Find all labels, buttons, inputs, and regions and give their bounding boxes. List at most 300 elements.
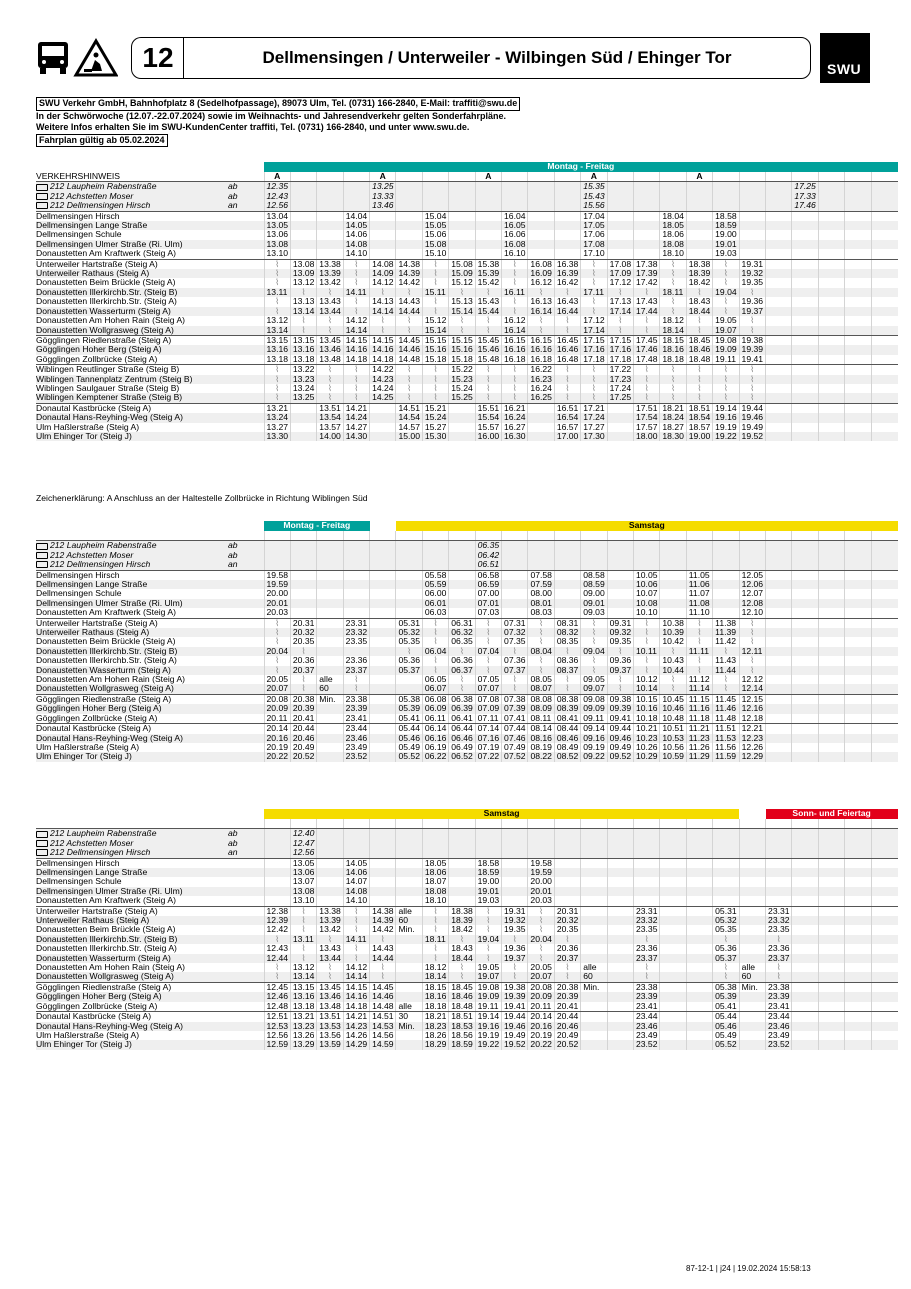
departure-time: 10.43 (660, 656, 686, 665)
departure-time: 14.06 (343, 868, 369, 877)
departure-time: 18.08 (660, 240, 686, 249)
day-type-header: Samstag (396, 521, 898, 531)
departure-time: 19.59 (264, 580, 290, 589)
skip-marker: ⌇ (739, 628, 765, 637)
departure-time: 23.31 (633, 906, 659, 916)
skip-marker: ⌇ (554, 316, 580, 325)
stop-name: Donaustetten Illerkirchb.Str. (Steig B) (36, 288, 226, 297)
departure-time: 06.49 (449, 743, 475, 752)
departure-time: 13.05 (290, 858, 316, 868)
skip-marker: ⌇ (634, 656, 660, 665)
skip-marker: ⌇ (502, 384, 528, 393)
departure-time: 14.59 (370, 1040, 396, 1049)
departure-time: 10.12 (634, 675, 660, 684)
day-type-header: Montag - Freitag (264, 521, 370, 531)
skip-marker: ⌇ (475, 906, 501, 916)
traffic-hint-label (36, 819, 226, 829)
skip-marker: ⌇ (422, 916, 448, 925)
departure-time: 12.44 (264, 954, 290, 963)
departure-time: 14.56 (370, 1031, 396, 1040)
skip-marker: ⌇ (502, 963, 528, 972)
header-icons (36, 38, 118, 78)
departure-time: 16.57 (554, 423, 580, 432)
departure-time: 17.48 (633, 355, 659, 365)
departure-time: 18.12 (422, 963, 448, 972)
departure-time: 18.21 (422, 1012, 448, 1022)
skip-marker: ⌇ (581, 365, 607, 375)
departure-time: 05.52 (713, 1040, 740, 1049)
departure-time: 11.08 (686, 599, 712, 608)
departure-time: 14.24 (343, 413, 369, 422)
departure-time: 10.42 (660, 637, 686, 646)
departure-time: 13.51 (317, 1012, 343, 1022)
departure-time: 18.53 (449, 1022, 475, 1031)
departure-time: 11.59 (713, 752, 739, 761)
departure-time: 13.29 (290, 1040, 316, 1049)
departure-time: 23.39 (343, 704, 369, 713)
departure-time: 14.11 (343, 288, 369, 297)
departure-time: 09.00 (581, 589, 607, 598)
departure-time: 19.49 (502, 1031, 528, 1040)
stop-name: Gögglingen Riedlenstraße (Steig A) (36, 335, 172, 345)
departure-time: 19.46 (739, 413, 765, 422)
departure-time: 16.27 (502, 423, 528, 432)
departure-time: 19.19 (475, 1031, 501, 1040)
skip-marker: ⌇ (502, 972, 528, 982)
stop-name: Donaustetten Wollgrasweg (Steig A) (36, 326, 226, 336)
departure-time: 23.41 (766, 1002, 792, 1012)
departure-time: 13.06 (290, 868, 316, 877)
departure-time: 14.21 (343, 403, 369, 413)
skip-marker: ⌇ (686, 365, 712, 375)
departure-time: 13.14 (290, 972, 316, 982)
departure-time: 05.49 (713, 1031, 740, 1040)
departure-time: 10.26 (634, 743, 660, 752)
departure-time: 06.16 (422, 734, 448, 743)
departure-time: 17.23 (607, 375, 633, 384)
departure-time: 17.12 (581, 316, 607, 325)
departure-time: 14.07 (343, 877, 369, 886)
stop-name: Ulm Ehinger Tor (Steig J) (36, 1040, 226, 1049)
departure-time: 15.15 (422, 335, 448, 345)
skip-marker: ⌇ (475, 628, 501, 637)
departure-time: 13.16 (290, 345, 316, 354)
departure-time: 11.10 (686, 608, 712, 618)
departure-time: 23.46 (766, 1022, 792, 1031)
departure-time: alle (739, 963, 765, 972)
special-schedule-note: In der Schwörwoche (12.07.-22.07.2024) sowie im Weihnachts- und Jahresendverkehr gelten Sonderfahrplänе. (36, 110, 506, 121)
departure-time: 07.14 (475, 724, 501, 734)
stop-name: Dellmensingen Schule (36, 589, 122, 599)
stop-name: Ulm Ehinger Tor (Steig J) (36, 752, 226, 761)
departure-time: 14.12 (343, 963, 369, 972)
departure-time: 12.18 (739, 714, 765, 724)
departure-time: 14.15 (343, 982, 369, 992)
skip-marker: ⌇ (370, 935, 396, 944)
departure-time: 23.31 (343, 618, 369, 628)
skip-marker: ⌇ (290, 906, 316, 916)
departure-time: 13.08 (264, 240, 290, 249)
departure-time: 20.35 (554, 925, 580, 934)
skip-marker: ⌇ (686, 288, 712, 297)
skip-marker: ⌇ (713, 365, 739, 375)
departure-time: 13.18 (290, 355, 316, 365)
skip-marker: ⌇ (370, 972, 396, 982)
departure-time: 05.35 (396, 637, 422, 646)
departure-time: 18.44 (686, 307, 712, 316)
departure-time: 08.16 (528, 734, 554, 743)
departure-time: 08.22 (528, 752, 554, 761)
departure-time: 08.41 (554, 714, 580, 724)
departure-time: 18.48 (686, 355, 712, 365)
skip-marker: ⌇ (264, 618, 290, 628)
departure-time: 14.21 (343, 1012, 369, 1022)
skip-marker: ⌇ (422, 269, 448, 278)
departure-time: 07.01 (475, 599, 501, 608)
departure-time: 06.31 (449, 618, 475, 628)
skip-marker: ⌇ (317, 935, 343, 944)
departure-time: 08.03 (528, 608, 554, 618)
skip-marker: ⌇ (475, 666, 501, 675)
departure-time: 13.45 (317, 982, 343, 992)
departure-time: 14.15 (370, 335, 396, 345)
skip-marker: ⌇ (554, 963, 580, 972)
departure-time: 16.15 (502, 335, 528, 345)
departure-time: 14.10 (343, 896, 369, 906)
stop-name: Donautal Kastbrücke (Steig A) (36, 403, 152, 413)
departure-time: 18.10 (422, 896, 448, 906)
skip-marker: ⌇ (475, 656, 501, 665)
departure-time: 13.54 (317, 413, 343, 422)
departure-time: 11.23 (686, 734, 712, 743)
departure-time: 18.15 (660, 335, 686, 345)
departure-time: 10.21 (634, 724, 660, 734)
departure-time: 12.14 (739, 684, 765, 694)
departure-time: 15.30 (422, 432, 448, 441)
departure-time: 11.39 (713, 628, 739, 637)
departure-time: Min. (396, 925, 422, 934)
departure-time: 08.14 (528, 724, 554, 734)
departure-time: 14.30 (343, 432, 369, 441)
departure-time: 18.51 (449, 1012, 475, 1022)
departure-time: 60 (739, 972, 765, 982)
departure-time: 05.44 (713, 1012, 740, 1022)
departure-time: 23.38 (633, 982, 659, 992)
departure-time: 07.37 (502, 666, 528, 675)
departure-time: 23.41 (343, 714, 369, 724)
departure-time: 18.18 (422, 1002, 448, 1012)
skip-marker: ⌇ (264, 628, 290, 637)
departure-time: 16.12 (528, 278, 554, 287)
skip-marker: ⌇ (581, 307, 607, 316)
departure-time: 23.36 (633, 944, 659, 953)
departure-time: 23.35 (633, 925, 659, 934)
skip-marker: ⌇ (343, 307, 369, 316)
departure-time: 12.05 (739, 570, 765, 580)
departure-time: 20.39 (554, 992, 580, 1001)
departure-time: 09.08 (581, 694, 607, 704)
stop-name: Donaustetten Wasserturm (Steig A) (36, 666, 226, 675)
skip-marker: ⌇ (343, 944, 369, 953)
departure-time: 11.11 (686, 647, 712, 656)
departure-time: 17.15 (581, 335, 607, 345)
skip-marker: ⌇ (290, 288, 316, 297)
swu-logo: SWU (820, 33, 870, 83)
skip-marker: ⌇ (660, 297, 686, 306)
skip-marker: ⌇ (475, 393, 501, 403)
skip-marker: ⌇ (581, 278, 607, 287)
departure-time: 09.11 (581, 714, 607, 724)
departure-time: 17.54 (633, 413, 659, 422)
departure-time: 20.32 (554, 916, 580, 925)
departure-time: 17.14 (581, 326, 607, 336)
skip-marker: ⌇ (264, 365, 290, 375)
departure-time: 19.37 (502, 954, 528, 963)
skip-marker: ⌇ (422, 297, 448, 306)
departure-time: 05.39 (713, 992, 740, 1001)
departure-time: 18.26 (422, 1031, 448, 1040)
feeder-time: 15.56 (581, 201, 607, 211)
departure-time: 07.05 (475, 675, 501, 684)
departure-time: 10.44 (660, 666, 686, 675)
day-type-header (370, 521, 396, 531)
departure-time: 09.03 (581, 608, 607, 618)
departure-time: 19.36 (502, 944, 528, 953)
departure-time: 15.48 (475, 355, 501, 365)
skip-marker: ⌇ (713, 297, 739, 306)
departure-time: 19.58 (264, 570, 290, 580)
stop-name: Ulm Haßlerstraße (Steig A) (36, 422, 140, 432)
departure-time: 18.54 (686, 413, 712, 422)
departure-time: 13.16 (290, 992, 316, 1001)
departure-time: 15.04 (422, 211, 448, 221)
departure-time: 19.11 (713, 355, 739, 365)
departure-time: 20.44 (290, 724, 316, 734)
departure-time: 05.31 (396, 618, 422, 628)
skip-marker: ⌇ (422, 637, 448, 646)
departure-time: 13.30 (264, 432, 290, 441)
departure-time: 30 (396, 1012, 422, 1022)
departure-time: 10.14 (634, 684, 660, 694)
departure-time: 20.22 (528, 1040, 554, 1049)
departure-time: 20.52 (554, 1040, 580, 1049)
departure-time: 13.13 (290, 297, 316, 306)
skip-marker: ⌇ (528, 916, 554, 925)
departure-time: 20.04 (528, 935, 554, 944)
skip-marker: ⌇ (607, 684, 633, 694)
departure-time: 11.21 (686, 724, 712, 734)
departure-time: 08.49 (554, 743, 580, 752)
skip-marker: ⌇ (475, 954, 501, 963)
departure-time: 13.53 (317, 1022, 343, 1031)
departure-time: 20.41 (290, 714, 316, 724)
skip-marker: ⌇ (422, 628, 448, 637)
departure-time: 13.12 (264, 316, 290, 325)
departure-time: 11.48 (713, 714, 739, 724)
departure-time: 09.36 (607, 656, 633, 665)
departure-time: 16.08 (502, 240, 528, 249)
skip-marker: ⌇ (343, 684, 369, 694)
skip-marker: ⌇ (422, 954, 448, 963)
stop-name: Ulm Haßlerstraße (Steig A) (36, 742, 140, 752)
departure-time: 23.49 (766, 1031, 792, 1040)
departure-time: 13.39 (317, 269, 343, 278)
departure-time: 06.03 (422, 608, 448, 618)
day-type-header: Samstag (264, 809, 739, 819)
skip-marker: ⌇ (713, 269, 739, 278)
departure-time: 16.14 (502, 326, 528, 336)
stop-name: Unterweiler Hartstraße (Steig A) (36, 259, 158, 269)
departure-time: 16.48 (554, 355, 580, 365)
skip-marker: ⌇ (686, 628, 712, 637)
feeder-stop-name: 212 Laupheim Rabenstraße (50, 181, 157, 192)
bus-icon (36, 840, 48, 847)
stop-name: Dellmensingen Ulmer Straße (Ri. Ulm) (36, 240, 226, 249)
departure-time: 05.58 (422, 570, 448, 580)
departure-time: 17.24 (581, 413, 607, 422)
bus-icon (36, 831, 48, 838)
departure-time: 19.38 (502, 982, 528, 992)
skip-marker: ⌇ (502, 935, 528, 944)
skip-marker: ⌇ (264, 666, 290, 675)
skip-marker: ⌇ (422, 944, 448, 953)
stop-name: Donaustetten Am Hohen Rain (Steig A) (36, 316, 186, 326)
departure-time: 23.36 (343, 656, 369, 665)
departure-time: 17.42 (633, 278, 659, 287)
line-number: 12 (131, 37, 184, 79)
departure-time: 18.42 (449, 925, 475, 934)
stop-name: Dellmensingen Lange Straße (36, 868, 226, 877)
skip-marker: ⌇ (528, 925, 554, 934)
bus-icon (36, 552, 48, 559)
stop-name: Donaustetten Wasserturm (Steig A) (36, 954, 226, 963)
skip-marker: ⌇ (290, 326, 316, 336)
departure-time: 10.10 (634, 608, 660, 618)
departure-time: 18.29 (422, 1040, 448, 1049)
skip-marker: ⌇ (370, 288, 396, 297)
feeder-time: 13.25 (370, 182, 396, 192)
departure-time: 13.48 (317, 1002, 343, 1012)
skip-marker: ⌇ (633, 935, 659, 944)
skip-marker: ⌇ (686, 384, 712, 393)
departure-time: 14.16 (343, 345, 369, 354)
skip-marker: ⌇ (607, 288, 633, 297)
feeder-stop-name: 212 Achstetten Moser (50, 838, 134, 848)
stop-name: Gögglingen Hoher Berg (Steig A) (36, 704, 226, 713)
feeder-time: 12.35 (264, 182, 290, 192)
departure-time: 19.00 (686, 432, 712, 441)
departure-time: 20.44 (554, 1012, 580, 1022)
departure-time: 08.31 (554, 618, 580, 628)
departure-time: 13.42 (317, 278, 343, 287)
skip-marker: ⌇ (422, 656, 448, 665)
departure-time: 13.42 (317, 925, 343, 934)
departure-time: 19.49 (739, 423, 765, 432)
departure-time: 17.05 (581, 221, 607, 230)
departure-time: 23.44 (766, 1012, 792, 1022)
departure-time: 13.05 (264, 221, 290, 230)
departure-time: 19.41 (739, 355, 765, 365)
departure-time: 07.11 (475, 714, 501, 724)
departure-time: 15.14 (449, 307, 475, 316)
skip-marker: ⌇ (713, 647, 739, 656)
departure-time: 08.52 (554, 752, 580, 761)
departure-time: 13.16 (264, 345, 290, 354)
skip-marker: ⌇ (449, 316, 475, 325)
feeder-stop-name: 212 Laupheim Rabenstraße (50, 828, 157, 839)
departure-time: 19.04 (475, 935, 501, 944)
departure-time: 12.08 (739, 599, 765, 608)
departure-time: 13.21 (264, 403, 290, 413)
departure-time: 13.23 (290, 375, 316, 384)
skip-marker: ⌇ (290, 647, 316, 656)
departure-time: 19.52 (739, 432, 765, 441)
skip-marker: ⌇ (713, 684, 739, 694)
departure-time: 19.44 (502, 1012, 528, 1022)
skip-marker: ⌇ (739, 656, 765, 665)
departure-time: 15.18 (422, 355, 448, 365)
skip-marker: ⌇ (290, 675, 316, 684)
departure-time: 19.19 (713, 423, 739, 432)
departure-time: 15.00 (396, 432, 422, 441)
departure-time: 16.04 (502, 211, 528, 221)
departure-time: 14.44 (370, 954, 396, 963)
skip-marker: ⌇ (502, 278, 528, 287)
skip-marker: ⌇ (766, 972, 792, 982)
departure-time: 13.18 (290, 1002, 316, 1012)
departure-time: 17.16 (581, 345, 607, 354)
departure-time: 13.10 (264, 249, 290, 259)
departure-time: 06.11 (422, 714, 448, 724)
departure-time: 11.56 (713, 743, 739, 752)
skip-marker: ⌇ (581, 259, 607, 269)
feeder-time: 17.25 (792, 182, 818, 192)
departure-time: 14.24 (370, 384, 396, 393)
departure-time: 19.03 (713, 249, 739, 259)
departure-time: 19.03 (475, 896, 501, 906)
departure-time: 15.24 (449, 384, 475, 393)
departure-time: 09.19 (581, 743, 607, 752)
skip-marker: ⌇ (660, 259, 686, 269)
departure-time: 14.06 (343, 230, 369, 239)
skip-marker: ⌇ (633, 365, 659, 375)
departure-time: 09.04 (581, 647, 607, 656)
departure-time: 06.35 (449, 637, 475, 646)
departure-time: 17.14 (607, 307, 633, 316)
skip-marker: ⌇ (528, 326, 554, 336)
skip-marker: ⌇ (290, 684, 316, 694)
feeder-stop-name: 212 Achstetten Moser (50, 191, 134, 201)
departure-time: 08.39 (554, 704, 580, 713)
departure-time: 19.46 (502, 1022, 528, 1031)
skip-marker: ⌇ (449, 675, 475, 684)
departure-time: 19.44 (739, 403, 765, 413)
departure-time: 14.48 (396, 355, 422, 365)
skip-marker: ⌇ (581, 637, 607, 646)
feeder-time: 12.56 (264, 201, 290, 211)
departure-time: 08.01 (528, 599, 554, 608)
stop-name: Gögglingen Hoher Berg (Steig A) (36, 992, 226, 1001)
departure-time: 18.57 (686, 423, 712, 432)
departure-time: 20.14 (528, 1012, 554, 1022)
departure-time: 20.05 (264, 675, 290, 684)
skip-marker: ⌇ (607, 675, 633, 684)
skip-marker: ⌇ (317, 963, 343, 972)
stop-name: Dellmensingen Ulmer Straße (Ri. Ulm) (36, 887, 226, 896)
skip-marker: ⌇ (475, 316, 501, 325)
feeder-time: 15.35 (581, 182, 607, 192)
feeder-stop-name: 212 Dellmensingen Hirsch (50, 201, 151, 211)
